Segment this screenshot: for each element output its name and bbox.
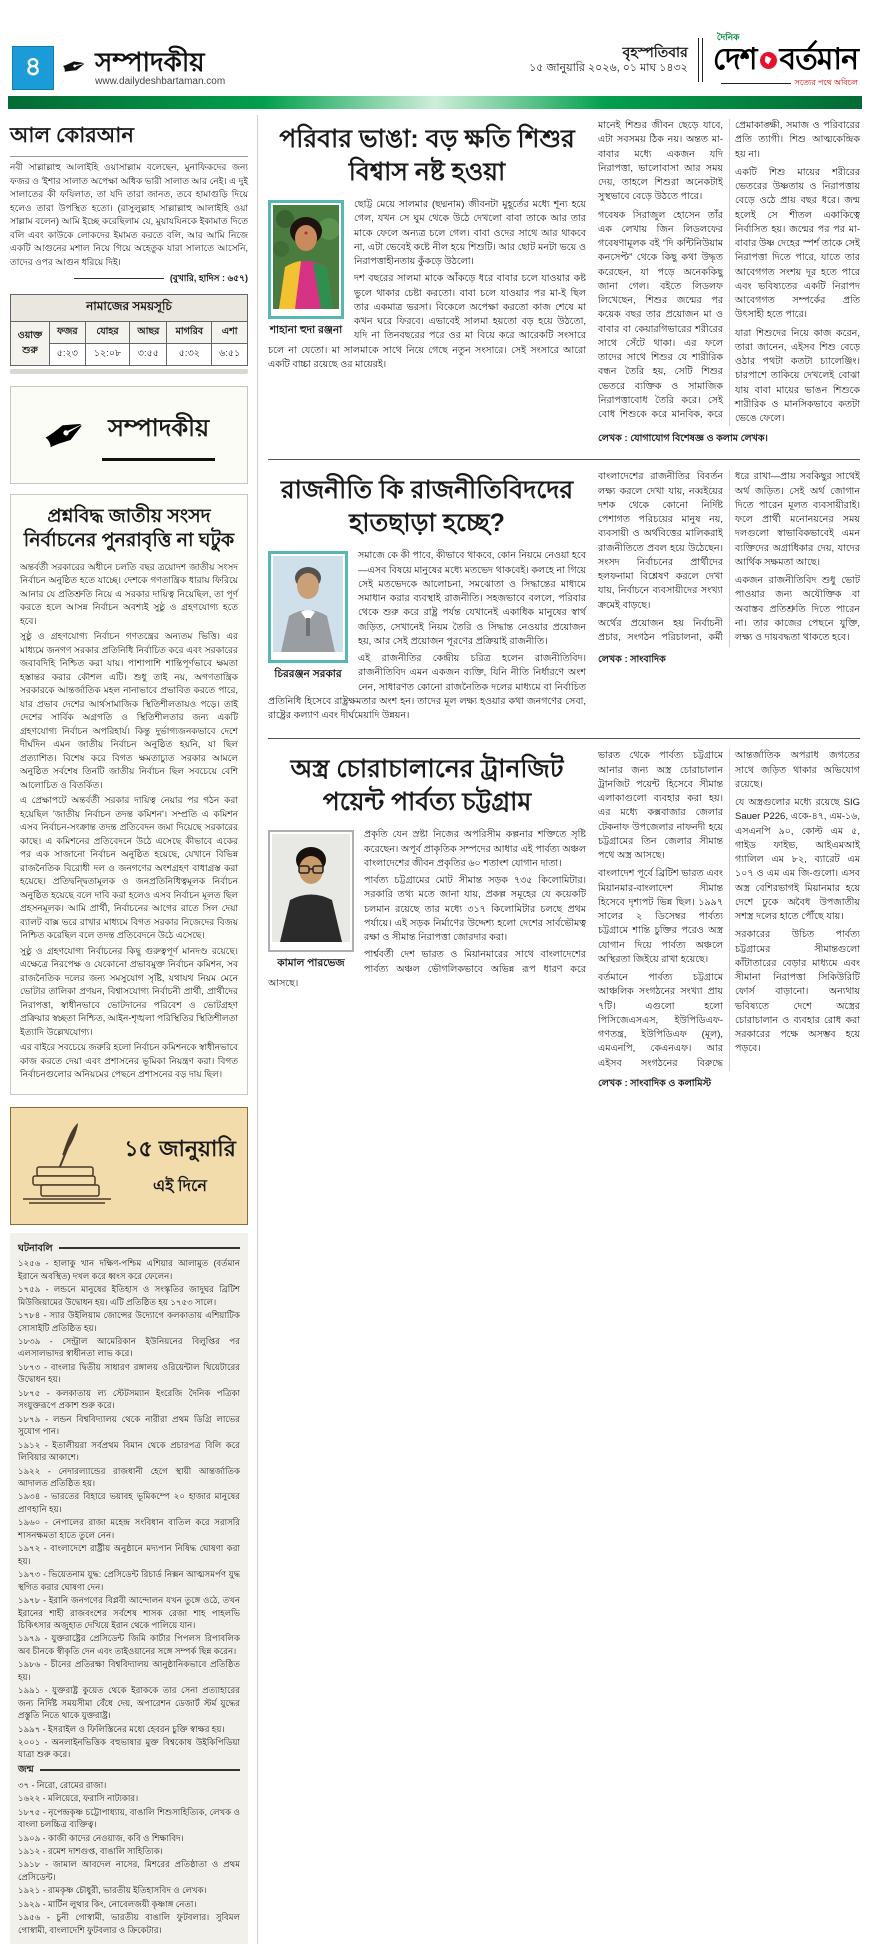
author-footer: লেখক : যোগাযোগ বিশেষজ্ঞ ও কলাম লেখক। (598, 432, 860, 447)
weekday: বৃহস্পতিবার (529, 44, 688, 62)
events-heading: ঘটনাবলি (18, 1242, 240, 1256)
lead-paragraph: ছোট্ট মেয়ে সালমার (ছদ্মনাম) জীবনটা মুহূর্তের মধ্যে শূন্য হয়ে গেল, যখন সে ঘুম থেকে উঠে দেখলো বাবা তাকে আর তার মাকে ফেলে অন্যত্র চলে গেল। বাবা ওদের সাথে আর থাকবে না, এটা ভেবেই কষ্টে নীল হয়ে শিশুটি। আর ছোট মনটা ভয়ে ও নিরাপত্তাহীনতায় কুঁকড়ে উঠলো। (268, 198, 586, 269)
editorial-body (20, 561, 238, 1082)
page-header (8, 30, 862, 96)
author-photo-figure (268, 830, 354, 971)
quran-section (10, 119, 248, 286)
prayer-time-value: ১২:০৮ (85, 344, 130, 366)
event-item: ১৯৯১ - যুক্তরাষ্ট্র কুয়েত থেকে ইরাককে তার সেনা প্রত্যাহারের জন্য নির্দিষ্ট সময়সীমা বেঁধে দেয়, অপারেশন ডেজার্ট স্টর্ম যুদ্ধের প্রস্তুতি নিতে থাকে যুক্তরাষ্ট্র। (18, 1684, 240, 1721)
page-number-badge: ৪ (12, 46, 54, 90)
body-paragraph: বাংলাদেশের রাজনীতির বিবর্তন লক্ষ্য করলে দেখা যায়, নব্বইয়ের দশক থেকে কোনো নির্দিষ্ট পেশাগত পরিচয়ের মানুষ নয়, ব্যবসায়ী ও অর্থবিত্তের মালিকরাই রাজনীতিতে প্রবল হয়ে উঠেছেন। সংসদ নির্বাচনের প্রার্থীদের হলফনামা বিশ্লেষণ করলে দেখা যায়, নির্বাচনে ব্যবসায়ীদের সংখ্যা ক্রমেই বাড়ছে। (598, 470, 723, 613)
article-headline: পরিবার ভাঙা: বড় ক্ষতি শিশুর বিশ্বাস নষ্ট হওয়া (274, 123, 580, 188)
quran-title: আল কোরআন (10, 119, 248, 157)
editorial-headline: প্রশ্নবিদ্ধ জাতীয় সংসদ নির্বাচনের পুনরাবৃত্তি না ঘটুক (20, 505, 238, 553)
author-photo-figure (268, 551, 348, 682)
body-paragraph: গবেষক সিরাজুল হোসেন তাঁর এক লেখায় জিন লিডলফের গবেষণামূলক বই “দি কন্টিনিউয়াম কনসেপ্ট” থেকে কিছু কথা উদ্ধৃত করেছেন, যা পড়ে অনেককিছু জানা গেল। বইতে লিডলফ লিখেছেন, শিশুর জন্মের পর কয়েক বছর তার প্রয়োজন মা ও বাবার বা কেয়ারগিভারের শরীরের সাথে সেঁটে থাকা। এর ফলে তাদের সাথে শিশুর যে শারীরিক বন্ধন তৈরি হয়, সেটি শিশুর ভেতরে ব্যক্তিক ও সামাজিক নিরাপত্তাবোধ তৈরি করে। সেই বোধ শিশুকে করে মানবিক, করে প্রেমাকাঙ্ক্ষী, সমাজ ও পরিবারের প্রতি ত্যাগী। শিশু আত্মকেন্দ্রিক হয় না। (598, 119, 860, 426)
header-left (12, 46, 225, 90)
editorial-paragraph: সুষ্ঠু ও গ্রহণযোগ্য নির্বাচন গণতন্ত্রের অন্যতম ভিত্তি। এর মাধ্যমে জনগণ সরকার প্রতিনিধি নির্বাচিত করে এবং সরকারের জবাবদিহি নিশ্চিত করা যায়। পাশাপাশি শান্তিপূর্ণভাবে ক্ষমতা হস্তান্তর করার কৌশল এটি। শুধু তাই নয়, অগণতান্ত্রিক সরকারকে আন্তর্জাতিক মহল নানাভাবে প্রভাবিত করতে পারে, যার প্রভাব দেশের আর্থসামাজিক স্থিতিশীলতায়ও পড়ে। তাই দেশের সার্বিক অগ্রগতি ও স্থিতিশীলতার জন্য একটি গ্রহণযোগ্য নির্বাচন অপরিহার্য। কিন্তু দুর্ভাগ্যজনকভাবে দেশে দীর্ঘদিন এমন জাতীয় নির্বাচন অনুষ্ঠিত হয়নি, যা ছিল প্রত্যাশিত। বিশেষ করে বিগত ক্ষমতাচ্যুত সরকার আমলে অনুষ্ঠিত সর্বশেষ তিনটি জাতীয় নির্বাচন ছিল সবচেয়ে বেশি আলোচিত ও বিতর্কিত। (20, 630, 238, 792)
prayer-time-value: ৬:৫১ (212, 344, 248, 366)
body-paragraph: যারা শিশুদের নিয়ে কাজ করেন, তারা জানেন, এইসব শিশু বেড়ে ওঠার পথটা কতটা চ্যালেঞ্জিং। চারপাশে তাকিয়ে দেখলেই বোঝা যায় বাবা মায়ের ভাঙন শিশুকে শারীরিক ও মানসিকভাবে কতটা ভেঙে ফেলে। (735, 327, 860, 427)
editorial-quill-icon: ✒ (33, 401, 98, 470)
this-day-date: ১৫ জানুয়ারি (121, 1132, 239, 1169)
births-heading: জন্ম (18, 1763, 240, 1777)
event-item: ১৭৫৯ - লন্ডনে মানুষের ইতিহাস ও সংস্কৃতির জাদুঘর ব্রিটিশ মিউজিয়ামের উদ্বোধন হয়। এটি প্রতিষ্ঠিত হয় ১৭৫৩ সালে। (18, 1283, 240, 1308)
logo-word-1: দেশ (713, 45, 757, 75)
article-headline: অস্ত্র চোরাচালানের ট্রানজিট পয়েন্ট পার্বত্য চট্টগ্রাম (274, 753, 580, 818)
event-item: ১৭৮৪ - স্যার উইলিয়াম জোন্সের উদ্যোগে কলকাতায় এশিয়াটিক সোসাইটি প্রতিষ্ঠিত হয়। (18, 1309, 240, 1334)
event-item: ১৯১২ - ইতালীয়রা সর্বপ্রথম বিমান থেকে প্রচারপত্র বিলি করে লিবিয়ার আকাশে। (18, 1439, 240, 1464)
header-right (529, 30, 858, 90)
article-separator (268, 738, 860, 739)
birth-item: ১৬২২ - মলিয়েরে, ফরাসি নাট্যকার। (18, 1792, 240, 1804)
author-footer: লেখক : সাংবাদিক (598, 653, 860, 668)
article-politics (268, 466, 860, 734)
quill-icon: ✒ (59, 50, 91, 85)
prayer-table-title: নামাজের সময়সূচি (11, 295, 248, 322)
editorial-masthead-box (10, 386, 248, 484)
editorial-paragraph: এর বাইরে সবচেয়ে জরুরি হলো নির্বাচন কমিশনকে স্বাধীনভাবে কাজ করতে দেয়া এবং প্রশাসনের ভূমিকা নিয়ন্ত্রণ করা। বিগত নির্বাচনগুলোর অনিয়মের পেছনে প্রশাসনের বড় দায় ছিল। (20, 1041, 238, 1082)
prayer-table-header-row (11, 322, 248, 344)
birth-item: ১৯০৯ - কাজী কাদের নেওয়াজ, কবি ও শিক্ষাবিদ। (18, 1832, 240, 1844)
this-day-text (121, 1132, 239, 1200)
lead-paragraph: দশ বছরের সালমা মাকে আঁকড়ে ধরে বাবার চলে যাওয়ার কষ্ট ভুলে থাকার চেষ্টা করতো। বাবা চলে যাওয়ার পর মা-ই ছিল তার একমাত্র ভরসা। বিকেলে অপেক্ষা করতো কাজ শেষে মা কখন ঘরে ফিরবে। এভাবেই সালমা হয়তো বড় হয়ে উঠতো, যদি না তিনবছরের পরে ওর মা বিয়ে করে আরেকটি সংসারে চলে না যেতো। মা সালমাকে সাথে নিয়ে গেছে নতুন সংসারে। সেই সংসারে আরো একটি বাচ্চা রয়েছে ওর মায়েরই। (268, 272, 586, 372)
lead-paragraph: এই রাজনীতির কেন্দ্রীয় চরিত্র হলেন রাজনীতিবিদ। রাজনীতিবিদ এমন একজন ব্যক্তি, যিনি নীতি নির্ধারণে অংশ নেন, সাধারণত কোনো রাজনৈতিক দলের মাধ্যমে বা নির্বাচিত প্রতিনিধি হিসেবে রাষ্ট্রক্ষমতার অংশ হন। তাদের মূল লক্ষ্য হওয়ার কথা জনগণের সেবা, রাষ্ট্রের কল্যাণ এবং দীর্ঘমেয়াদি উন্নয়ন। (268, 652, 586, 723)
article-body-columns (598, 470, 860, 647)
event-item: ১৯৩৪ - ভারতের বিহারে ভয়াবহ ভূমিকম্পে ২০ হাজার মানুষের প্রাণহানি হয়। (18, 1490, 240, 1515)
prayer-column-header: মাগরিব (167, 322, 212, 344)
map-dot-icon (760, 52, 777, 69)
quran-source: (বুখারি, হাদিস : ৬৫৭) (10, 271, 248, 286)
prayer-column-header: আছর (130, 322, 167, 344)
event-item: ১৯৭২ - বাংলাদেশে রাষ্ট্রীয় অনুষ্ঠানে মদ্যপান নিষিদ্ধ ঘোষণা করা হয়। (18, 1542, 240, 1567)
prayer-time-value: ৩:৫৫ (130, 344, 167, 366)
birth-item: ১৯২১ - রামকৃষ্ণ চৌধুরী, ভারতীয় ইতিহাসবিদ ও লেখক। (18, 1884, 240, 1896)
lead-paragraph: প্রকৃতি যেন স্রষ্টা নিজের অপরিসীম কল্পনার শক্তিতে সৃষ্টি করেছেন। অপূর্ব প্রাকৃতিক সম্পদের আধার এই পার্বত্য অঞ্চল বাংলাদেশের জীবন প্রকৃতির ৬০ শতাংশ যোগান দাতা। (268, 828, 586, 871)
article-1-left (268, 119, 586, 447)
article-2-columns (598, 470, 860, 726)
logo-divider (698, 38, 703, 82)
event-item: ১৯৯৭ - ইসরাইল ও ফিলিস্তিনের মধ্যে হেবরন চুক্তি স্বাক্ষর হয়। (18, 1723, 240, 1735)
body-paragraph: ভারত থেকে পার্বত্য চট্টগ্রামে আনার জন্য অস্ত্র চোরাচালান ট্রানজিট পয়েন্ট হিসেবে সীমান্ত এলাকাগুলো ব্যবহার করা হয়। এর মধ্যে কক্সবাজার জেলার টেকনাফ উপজেলার নাফনদী হয়ে চট্টগ্রামের তিন জেলার সীমান্ত পথে অস্ত্র আসছে। (598, 749, 723, 863)
date-block (529, 44, 688, 75)
this-day-banner (10, 1107, 248, 1225)
newspaper-logo (713, 30, 858, 90)
author-footer: লেখক : সাংবাদিক ও কলামিস্ট (598, 1077, 860, 1092)
body-paragraph: বর্তমানে পার্বত্য চট্টগ্রামে আঞ্চলিক সংগঠনের সংখ্যা প্রায় ৭টি। এগুলো হলো পিসিজেএসএস, ইউপিডিএফ-গণতন্ত্র, ইউপিডিএফ (মূল), এমএনপি, কেএনএফ। আর এইসব সংগঠনের বিরুদ্ধে আন্তর্জাতিক অপরাধ জগতের সাথে জড়িত থাকার অভিযোগ রয়েছে। (598, 749, 860, 1071)
article-lead (268, 549, 586, 723)
lead-paragraph: সমাজে কে কী পাবে, কীভাবে থাকবে, কোন নিয়মে নেওয়া হবে—এসব বিষয়ে মানুষের মধ্যে মতভেদ থাকবেই। কলহে না গিয়ে সেই মতভেদকে আলোচনা, সমঝোতা ও সিদ্ধান্তের মাধ্যমে সমাধান করার ব্যবস্থাই রাজনীতি। সহজভাবে বললে, পরিবার থেকে শুরু করে রাষ্ট্র পর্যন্ত যেখানেই একাধিক মানুষের স্বার্থ জড়িত, সেখানেই নিয়ম তৈরি ও সিদ্ধান্ত নেওয়ার প্রয়োজন হয়, আর সেই প্রয়োজন পূরণের প্রক্রিয়াই রাজনীতি। (268, 549, 586, 649)
section-block (95, 49, 225, 87)
events-box (10, 1233, 248, 1944)
body-paragraph: মানেই শিশুর জীবন ছেড়ে যাবে, এটা সবসময় ঠিক নয়। অন্তত মা-বাবার মধ্যে একজন যদি নিরাপত্তা, ভালোবাসা আর সময় দেয়, তাহলে শিশুরা অনেকটাই সুস্থভাবে বেড়ে উঠতে পারে। (598, 119, 723, 205)
birth-item: ১৯২৯ - মার্টিন লুথার কিং, নোবেলজয়ী কৃষ্ণাঙ্গ নেতা। (18, 1898, 240, 1910)
birth-item: ১৯১২ - রমেশ দাশগুপ্ত, বাঙালি সাহিত্যিক। (18, 1845, 240, 1857)
quran-body: নবী সাল্লাল্লাহু আলাইহি ওয়াসাল্লাম বলেছেন, মুনাফিকদের জন্য ফজর ও 'ইশার সালাত অপেক্ষা অধিক ভারী সালাত আর নেই। এ দুই সালাতের কী ফযিলাত, তা যদি তারা জানত, তবে হামাগুড়ি দিয়ে হলেও তারা উপস্থিত হতো। (রাসুলুল্লাহ সাল্লাল্লাহু আলাইহি ওয়া সাল্লাম বলেন) আমি ইচ্ছে করেছিলাম যে, মুয়াযযিনকে ইকামাত দিতে বলি এবং কাউকে লোকদের ইমামত করতে বলি, আর আমি নিজে একটি আগুনের মশাল নিয়ে গিয়ে অহেতুক যারা সালাতে আসেনি, তাদের ওপর আগুন ধরিয়ে দিই। (10, 161, 248, 269)
prayer-time-value: ৫:৩২ (167, 344, 212, 366)
body-paragraph: সরকারের উচিত পার্বত্য চট্টগ্রামের সীমান্তগুলো কাঁটাতারের বেড়ার মাধ্যমে এবং সীমানা নিরাপত্তা সিকিউরিটি ফোর্স বাড়ানো। অন্যথায় ভবিষ্যতে দেশে অস্ত্রের চোরাচালান ও ব্যবহার রোধ করা সরকারের পক্ষে অসম্ভব হয়ে পড়বে। (735, 928, 860, 1056)
prayer-column-header: ফজর (50, 322, 86, 344)
table-shadow-bar (10, 369, 248, 374)
author-caption: শাহানা হুদা রঞ্জনা (268, 323, 344, 339)
editorial-masthead-label: সম্পাদকীয় (102, 410, 215, 461)
logo-prefix: দৈনিক (717, 30, 740, 45)
event-item: ১৮৭৩ - বাংলার দ্বিতীয় সাধারণ রঙ্গালয় ওরিয়েন্টাল থিয়েটারের উদ্বোধন হয়। (18, 1361, 240, 1386)
editorial-panel (10, 494, 248, 1095)
books-quill-illustration (19, 1117, 115, 1214)
article-1-columns (598, 119, 860, 447)
author-photo (268, 200, 344, 319)
this-day-title: এই দিনে (121, 1173, 239, 1200)
page-content (8, 115, 862, 1944)
logo-wordmark (713, 45, 858, 75)
lead-paragraph: পার্শ্ববর্তী দেশ ভারত ও মিয়ানমারের সাথে বাংলাদেশের পার্বত্য অঞ্চল ভৌগলিকভাবে অভিন্ন রূপ ধারণ করে আসছে। (268, 948, 586, 991)
article-body-columns (598, 749, 860, 1071)
logo-tagline: সত্যের পথে অবিচল (721, 77, 858, 90)
article-lead (268, 828, 586, 991)
author-caption: কামাল পারভেজ (268, 956, 354, 972)
author-photo (268, 551, 348, 662)
newspaper-page (8, 0, 862, 1944)
date-line: ১৫ জানুয়ারি ২০২৬, ০১ মাঘ ১৪৩২ (529, 62, 688, 76)
article-body-columns (598, 119, 860, 426)
event-item: ২০০১ - অনলাইনভিত্তিক বহুভাষার মুক্ত বিশ্বকোষ উইকিপিডিয়া যাত্রা শুরু করে। (18, 1736, 240, 1761)
editorial-paragraph: এ প্রেক্ষাপটে অন্তর্বর্তী সরকার দায়িত্ব নেয়ার পর গঠন করা হয়েছিল 'জাতীয় নির্বাচন তদন্ত কমিশন'। সম্প্রতি এ কমিশন এসব নির্বাচন-সংক্রান্ত তদন্ত প্রতিবেদন জমা দিয়েছে সরকারের কাছে। এ কমিশনের প্রতিবেদনে উঠে এসেছে কীভাবে একের পর এক সাজানো নির্বাচন অনুষ্ঠিত হয়েছে, যেখানে বিভিন্ন রাজনৈতিক বিরোধী দল ও জনগণের অংশগ্রহণ বাধাগ্রস্ত করা হয়েছে। প্রতিদ্বন্দ্বিতামূলক ও জনপ্রতিনিধিত্বমূলক নির্বাচন অনুষ্ঠিত হয়েছে বলে দাবি করা হলেও এসব নির্বাচন মূলত ছিল প্রহসনমূলক। আমি প্রার্থী, নির্বাচনের আগের রাতে সিল দেয়া ব্যালট বাক্স ভরে রাখার মাধ্যমে বিগত সরকার নিজেদের বিজয় নিশ্চিত করেছিল বলে তদন্ত প্রতিবেদনে উঠে এসেছে। (20, 794, 238, 943)
event-item: ১৯৭৯ - যুক্তরাষ্ট্রের প্রেসিডেন্ট জিমি কার্টার পিপলস রিপাবলিক অব চীনকে স্বীকৃতি দেন এবং তাইওয়ানের সঙ্গে সম্পর্ক ছিন্ন করেন। (18, 1632, 240, 1657)
article-3-columns (598, 749, 860, 1092)
birth-item: ১৯১৮ - জামাল আবদেল নাসের, মিশরের প্রতিষ্ঠাতা ও প্রথম প্রেসিডেন্ট। (18, 1858, 240, 1883)
body-paragraph: যে অস্ত্রগুলোর মধ্যে রয়েছে SIG Sauer P226, একে-৪৭, এম-১৬, এসএনপি ৯০, কোল্ট এম ৫, গাইড ফাইভ, আইএমআই গ্যালিল এম ৮২, ব্যারেট এম ১০৭ ও এম এম জি-গুলো। এসব অস্ত্র বেশিরভাগই মিয়ানমার হয়ে দেশে ঢুকে অবৈধ উপজাতীয় সশস্ত্র দলের হাতে পৌঁছে যায়। (735, 796, 860, 924)
births-list (18, 1779, 240, 1936)
editorial-paragraph: অন্তর্বর্তী সরকারের অধীনে চলতি বছর ত্রয়োদশ জাতীয় সংসদ নির্বাচন অনুষ্ঠিত হতে যাচ্ছে। দেশকে গণতান্ত্রিক ধারায় ফিরিয়ে আনার যে প্রতিশ্রুতি নিয়ে এ সরকার দায়িত্ব নিয়েছিল, তা পূর্ণ করতে হলে আসন্ন নির্বাচন অবশ্যই সুষ্ঠু ও গ্রহণযোগ্য হতে হবে। (20, 561, 238, 629)
article-arms (268, 745, 860, 1100)
author-photo (268, 830, 354, 951)
birth-item: ৩৭ - নিরো, রোমের রাজা। (18, 1779, 240, 1791)
author-caption: চিররঞ্জন সরকার (268, 667, 348, 683)
body-paragraph: অর্থের প্রয়োজন হয় নির্বাচনী প্রচার, সংগঠন পরিচালনা, কর্মী ধরে রাখা—প্রায় সবকিছুর সাথেই অর্থ জড়িত। সেই অর্থ জোগান দিতে পারেন মূলত ব্যবসায়ীরাই। ফলে প্রার্থী মনোনয়নের সময় দলগুলো স্বাভাবিকভাবেই এমন ব্যক্তিদের অগ্রাধিকার দেয়, যাদের আর্থিক সক্ষমতা আছে। (598, 470, 860, 647)
article-lead (268, 198, 586, 372)
event-item: ১৯৮৬ - চীনের প্রতিরক্ষা বিশ্ববিদ্যালয় আনুষ্ঠানিকভাবে প্রতিষ্ঠিত হয়। (18, 1658, 240, 1683)
body-paragraph: একটি শিশু মায়ের শরীরের ভেতরের উষ্ণতায় ও নিরাপত্তায় বেড়ে ওঠে প্রায় বছর ধরে। জন্ম হলেই সে শীতল একাকিত্বে নির্বাসিত হয়। জন্মের পর পর মা-বাবার উষ্ণ দেহের স্পর্শ তাকে সেই নিরাপত্তা দিতে পারে, যাতে তার আবেগগত সংশয় দূর হতে পারে এবং ভবিষ্যতের একটি নিরাপদ আবেগগত সম্পর্কের প্রতি উৎসাহী হতে পারে। (735, 166, 860, 323)
event-item: ১৯৭৮ - ইরানি জনগণের বিপ্লবী আন্দোলন যখন তুঙ্গে ওঠে, তখন ইরানের শাহী রাজবংশের সর্বশেষ শাসক রেজা শাহ পাহলভি চিকিৎসার অজুহাত দেখিয়ে ইরান থেকে পালিয়ে যান। (18, 1594, 240, 1631)
green-divider-bar (8, 96, 862, 109)
event-item: ১৮৩৯ - সেন্ট্রাল আমেরিকান ইউনিয়নের বিলুপ্তির পর এলসালভাদর স্বাধীনতা লাভ করে। (18, 1335, 240, 1360)
event-item: ১৯৭৩ - ভিয়েতনাম যুদ্ধ: প্রেসিডেন্ট রিচার্ড নিক্সন আত্মসমর্পণ যুদ্ধ স্থগিত করার ঘোষণা দেন। (18, 1568, 240, 1593)
prayer-column-header: এশা (212, 322, 248, 344)
prayer-column-header: যোহর (85, 322, 130, 344)
article-2-left (268, 470, 586, 726)
event-item: ১৮৭৯ - লন্ডন বিশ্ববিদ্যালয় থেকে নারীরা প্রথম ডিগ্রি লাভের সুযোগ পান। (18, 1413, 240, 1438)
prayer-row-label: ওয়াক্ত শুরু (11, 322, 50, 366)
birth-item: ১৯৫৬ - চুনী গোস্বামী, ভারতীয় বাঙালি ফুটবলার। সুবিমল গোস্বামী, বাংলাদেশি ফুটবলার ও ক্রিকেটার। (18, 1911, 240, 1936)
prayer-time-value: ৫:২৩ (50, 344, 86, 366)
logo-word-2: বর্তমান (780, 45, 858, 75)
lead-paragraph: পার্বত্য চট্টগ্রামের মোট সীমান্ত সড়ক ৭৩৫ কিলোমিটার। সরকারি তথ্য মতে জানা যায়, প্রকল্প সমূহের যে কয়েকটি চলমান রয়েছে তার মধ্যে ৩১৭ কিলোমিটার চলছে প্রথম পর্যায়ে। এই সড়ক নির্মাণের উদ্দেশ্য হলো দেশের সার্বভৌমত্ব রক্ষা ও সীমান্ত নিরাপত্তা জোরদার করা। (268, 874, 586, 945)
article-separator (268, 459, 860, 460)
article-family (268, 115, 860, 455)
body-paragraph: একজন রাজনীতিবিদ শুধু ভোট পাওয়ার জন্য অযৌক্তিক বা অবাস্তব প্রতিশ্রুতি দিতে পারেন না। তার কাজের পেছনে যুক্তি, লক্ষ্য ও দায়বদ্ধতা থাকতে হবে। (735, 574, 860, 645)
left-column (8, 115, 257, 1944)
website-link[interactable]: www.dailydeshbartaman.com (95, 76, 225, 87)
editorial-paragraph: সুষ্ঠু ও গ্রহণযোগ্য নির্বাচনের কিছু গুরুত্বপূর্ণ মানদণ্ড রয়েছে। এক্ষেত্রে নিরপেক্ষ ও যেকোনো প্রভাবমুক্ত নির্বাচন কমিশন, সব রাজনৈতিক দলের জন্য সমসুযোগ সৃষ্টি, যথাযথ নিয়ম মেনে ভোটার তালিকা প্রণয়ন, বিশ্বাসযোগ্য নির্বাচনী প্রার্থী, প্রার্থীদের নিরাপত্তা, স্বাধীনভাবে ভোটদানের পরিবেশ ও ভোটগ্রহণ প্রক্রিয়ার স্বচ্ছতা নিশ্চিত, আইন-শৃঙ্খলা পরিস্থিতির স্থিতিশীলতা ইত্যাদি উল্লেখযোগ্য। (20, 945, 238, 1040)
event-item: ১৯৬০ - নেপালের রাজা মহেন্দ্র সংবিধান বাতিল করে সরাসরি শাসনক্ষমতা হাতে তুলে নেন। (18, 1516, 240, 1541)
body-paragraph: বাংলাদেশ পূর্বে ব্রিটিশ ভারত এবং মিয়ানমার-বাংলাদেশ সীমান্ত হিসেবে দৃশ্যপট ভিন্ন ছিল। ১৯৯৭ সালের ২ ডিসেম্বর পার্বত্য চট্টগ্রামে শান্তি চুক্তির পরেও অস্ত্র যোগান দিয়ে পার্বত্য অঞ্চলে অস্থিরতা জিইয়ে রাখা হয়েছে। (598, 867, 723, 967)
event-item: ১৮৭৫ - কলকাতায় ল্য স্টেটসম্যান ইংরেজি দৈনিক পত্রিকা সংযুক্তরূপে প্রকাশ শুরু করে। (18, 1387, 240, 1412)
birth-item: ১৮৭৫ - নৃপেন্দ্রকৃষ্ণ চট্টোপাধ্যায়, বাঙালি শিশুসাহিত্যিক, লেখক ও বাংলা চলচ্চিত্র ব্যক্তিত্ব। (18, 1806, 240, 1831)
prayer-times-table (10, 294, 248, 366)
article-3-left (268, 749, 586, 1092)
event-item: ১৯২২ - নেদারল্যান্ডের রাজধানী হেগে স্থায়ী আন্তর্জাতিক আদালত প্রতিষ্ঠিত হয়। (18, 1465, 240, 1490)
events-list (18, 1257, 240, 1761)
author-photo-figure (268, 200, 344, 339)
section-title: সম্পাদকীয় (95, 49, 225, 76)
article-headline: রাজনীতি কি রাজনীতিবিদদের হাতছাড়া হচ্ছে? (274, 474, 580, 539)
event-item: ১২৫৬ - হালাকু খান দক্ষিণ-পশ্চিম এশিয়ার আলামুত (বর্তমান ইরানে অবস্থিত) দখল করে ধ্বংস করে ফেলেন। (18, 1257, 240, 1282)
articles-region (257, 115, 862, 1944)
